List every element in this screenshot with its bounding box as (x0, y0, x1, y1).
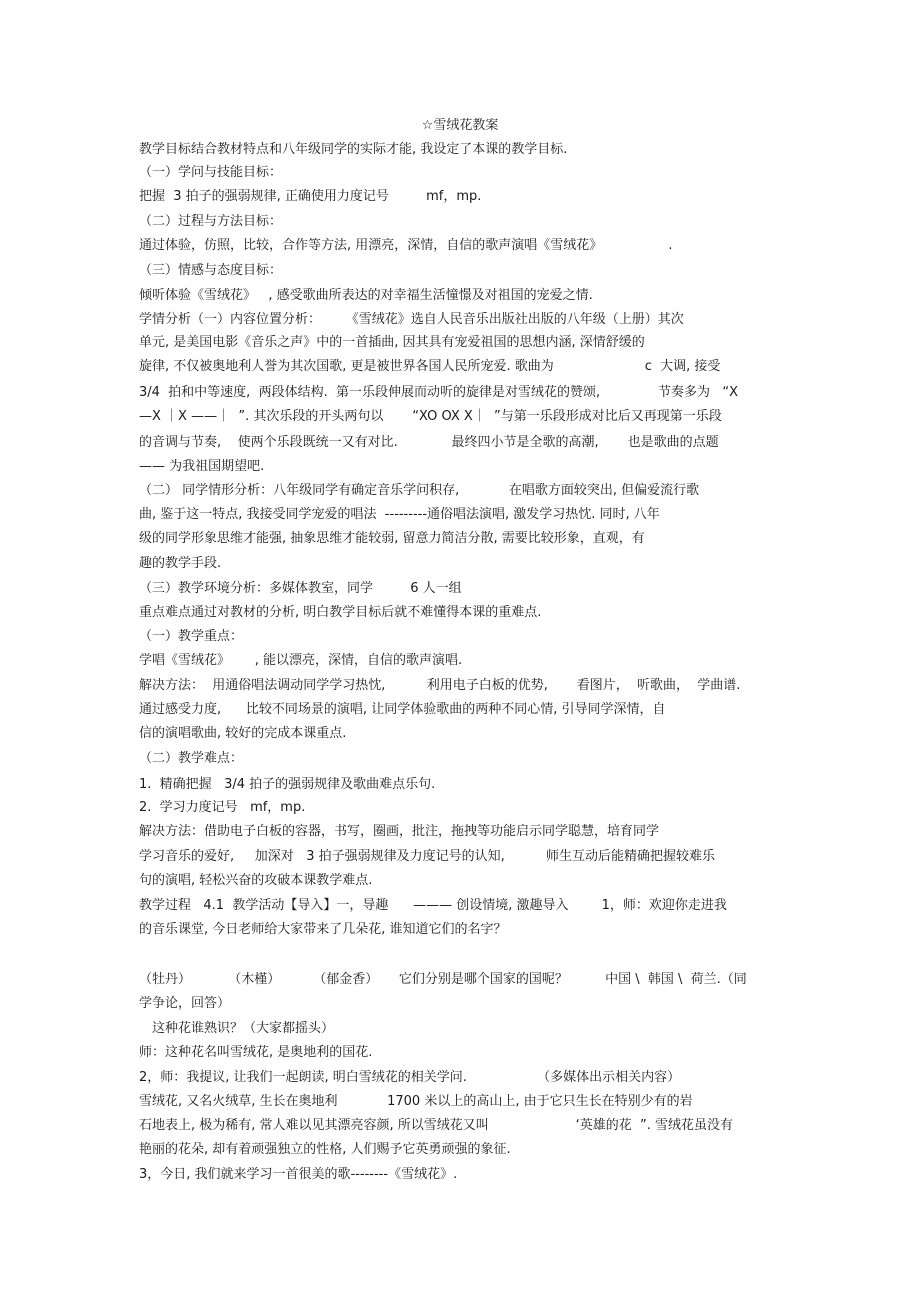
paragraph-line: 3/4 拍和中等速度, 两段体结构. 第一乐段伸展而动听的旋律是对雪绒花的赞颂, 节奏多为 “X (139, 385, 739, 400)
paragraph-line: 学情分析（一）内容位置分析： 《雪绒花》选自人民音乐出版社出版的八年级（上册）其次 (139, 312, 684, 327)
paragraph-line: 把握 3 拍子的强弱规律, 正确使用力度记号 mf，mp. (139, 189, 482, 204)
paragraph-line: 1. 精确把握 3/4 拍子的强弱规律及歌曲难点乐句. (139, 777, 436, 792)
paragraph-line: 石地表上, 极为稀有, 常人难以见其漂亮容颜, 所以雪绒花又叫 ‘英雄的花 ”. 雪绒花虽没有 (139, 1118, 733, 1133)
paragraph-line: （三）教学环境分析：多媒体教室，同学 6 人一组 (139, 581, 462, 596)
paragraph-line: 这种花谁熟识？（大家都摇头） (152, 1021, 335, 1036)
paragraph-line: （一）教学重点： (139, 629, 244, 644)
paragraph-line: 3，今日, 我们就来学习一首很美的歌--------《雪绒花》. (139, 1167, 458, 1182)
paragraph-line: 句的演唱, 轻松兴奋的攻破本课教学难点. (139, 873, 373, 888)
paragraph-line: 趣的教学手段. (139, 556, 222, 571)
paragraph-line: 通过体验，仿照，比较，合作等方法, 用漂亮，深情，自信的歌声演唱《雪绒花》 . (139, 238, 673, 253)
document-title: ☆雪绒花教案 (421, 118, 499, 133)
paragraph-line: （二） 同学情形分析：八年级同学有确定音乐学问积存, 在唱歌方面较突出, 但偏爱流行歌 (139, 483, 700, 498)
paragraph-line: （一）学问与技能目标： (139, 165, 283, 180)
paragraph-line: （三）情感与态度目标： (139, 263, 283, 278)
paragraph-line: 学习音乐的爱好, 加深对 3 拍子强弱规律及力度记号的认知, 师生互动后能精确把握较难乐 (139, 849, 716, 864)
paragraph-line: 曲, 鉴于这一特点, 我接受同学宠爱的唱法 ---------通俗唱法演唱, 激发学习热忱. 同时, 八年 (139, 507, 660, 522)
paragraph-line: 单元, 是美国电影《音乐之声》中的一首插曲, 因其具有宠爱祖国的思想内涵, 深情舒缓的 (139, 335, 645, 350)
paragraph-line: 信的演唱歌曲, 较好的完成本课重点. (139, 726, 347, 741)
paragraph-line: 旋律, 不仅被奥地利人誉为其次国歌, 更是被世界各国人民所宠爱. 歌曲为 c 大调, 接受 (139, 359, 721, 374)
paragraph-line: 教学过程 4.1 教学活动【导入】一，导趣 ——— 创设情境, 激趣导入 1，师：欢迎你走进我 (139, 898, 727, 913)
paragraph-line: 教学目标结合教材特点和八年级同学的实际才能, 我设定了本课的教学目标. (139, 142, 568, 157)
paragraph-line: 级的同学形象思维才能强, 抽象思维才能较弱, 留意力简洁分散, 需要比较形象，直观，有 (139, 531, 645, 546)
paragraph-line: （二）过程与方法目标： (139, 214, 283, 229)
paragraph-line: 师：这种花名叫雪绒花, 是奥地利的国花. (139, 1045, 373, 1060)
paragraph-line: 的音调与节奏, 使两个乐段既统一又有对比. 最终四小节是全歌的高潮, 也是歌曲的点题 (139, 435, 719, 450)
paragraph-line: 艳丽的花朵, 却有着顽强独立的性格, 人们赐予它英勇顽强的象征. (139, 1142, 511, 1157)
paragraph-line: 解决方法： 用通俗唱法调动同学学习热忱, 利用电子白板的优势, 看图片， 听歌曲， 学曲谱. (139, 678, 741, 693)
paragraph-line: （牡丹） （木槿） （郁金香） 它们分别是哪个国家的国呢？ 中国 \ 韩国 \ 荷兰.（同 (139, 972, 747, 987)
paragraph-line: 的音乐课堂, 今日老师给大家带来了几朵花, 谁知道它们的名字？ (139, 922, 507, 937)
paragraph-line: 重点难点通过对教材的分析, 明白教学目标后就不难懂得本课的重难点. (139, 605, 542, 620)
paragraph-line: 解决方法：借助电子白板的容器，书写，圈画，批注，拖拽等功能启示同学聪慧，培育同学 (139, 824, 660, 839)
paragraph-line: 学唱《雪绒花》 , 能以漂亮，深情，自信的歌声演唱. (139, 653, 463, 668)
paragraph-line: 2，师：我提议, 让我们一起朗读, 明白雪绒花的相关学问. （多媒体出示相关内容） (139, 1070, 681, 1085)
paragraph-line: 倾听体验《雪绒花》 , 感受歌曲所表达的对幸福生活憧憬及对祖国的宠爱之情. (139, 288, 593, 303)
paragraph-line: （二）教学难点： (139, 751, 244, 766)
paragraph-line: 雪绒花, 又名火绒草, 生长在奥地利 1700 米以上的高山上, 由于它只生长在特别少有的岩 (139, 1094, 693, 1109)
paragraph-line: 2. 学习力度记号 mf，mp. (139, 800, 306, 815)
paragraph-line: —X ｜X ——｜ ”. 其次乐段的开头两句以 “XO OX X｜ ”与第一乐段形成对比后又再现第一乐段 (139, 409, 722, 424)
paragraph-line: 学争论，回答） (139, 996, 231, 1011)
paragraph-line: 通过感受力度, 比较不同场景的演唱, 让同学体验歌曲的两种不同心情, 引导同学深情，自 (139, 702, 666, 717)
paragraph-line: —— 为我祖国期望吧. (139, 459, 265, 474)
